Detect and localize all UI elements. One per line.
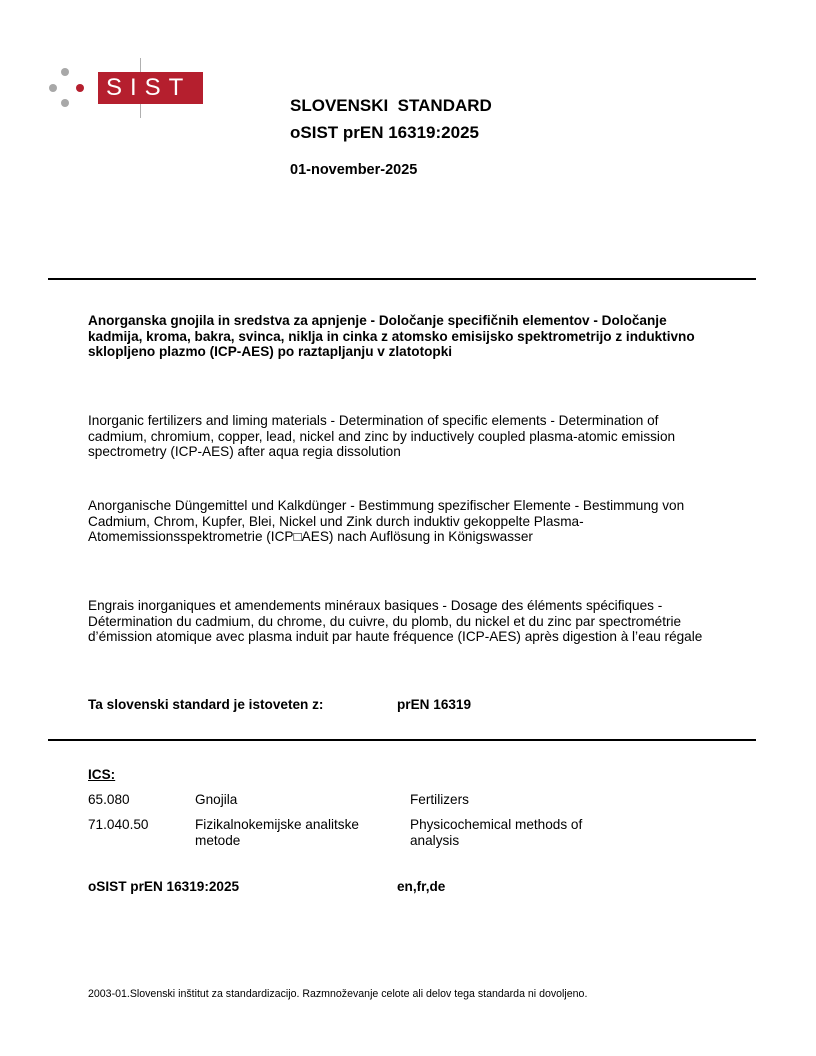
identity-label: Ta slovenski standard je istoveten z: bbox=[88, 697, 324, 712]
title-slovenian: Anorganska gnojila in sredstva za apnjenje - Določanje specifičnih elementov - Določanje kadmija, kroma, bakra, svinca, niklja in cinka z atomsko emisijsko spektrometrijo z induktivno sklopljeno plazmo (ICP-AES) po raztapljanju v zlatotopki bbox=[88, 313, 695, 360]
ics-slovenian: Gnojila bbox=[195, 792, 238, 807]
top-divider bbox=[48, 278, 756, 280]
logo-dot-left bbox=[49, 84, 57, 92]
standard-type: SLOVENSKI STANDARD bbox=[290, 96, 492, 115]
logo-wordmark: SIST bbox=[98, 72, 203, 104]
ics-english: Physicochemical methods of analysis bbox=[410, 817, 583, 848]
ics-slovenian: Fizikalnokemijske analitske metode bbox=[195, 817, 359, 848]
title-english: Inorganic fertilizers and liming materials - Determination of specific elements - Determination of cadmium, chromium, copper, lead, nickel and zinc by inductively coupled plasma-atomic emission spectrometry (ICP-AES) after aqua regia dissolution bbox=[88, 413, 676, 460]
ics-code: 65.080 bbox=[88, 792, 130, 807]
logo-dot-top bbox=[61, 68, 69, 76]
ics-code: 71.040.50 bbox=[88, 817, 149, 832]
document-languages: en,fr,de bbox=[397, 879, 446, 894]
logo-dot-bottom bbox=[61, 99, 69, 107]
ics-english: Fertilizers bbox=[410, 792, 469, 807]
ics-heading: ICS: bbox=[88, 767, 116, 782]
standard-number: oSIST prEN 16319:2025 bbox=[290, 123, 479, 142]
document-code: oSIST prEN 16319:2025 bbox=[88, 879, 240, 894]
identity-value: prEN 16319 bbox=[397, 697, 472, 712]
copyright-footer: 2003-01.Slovenski inštitut za standardizacijo. Razmnoževanje celote ali delov tega standarda ni dovoljeno. bbox=[88, 988, 588, 1000]
title-french: Engrais inorganiques et amendements minéraux basiques - Dosage des éléments spécifiques - Détermination du cadmium, du chrome, du cuivre, du plomb, du nickel et du zinc par spectrométrie d’émission atomique avec plasma induit par haute fréquence (ICP-AES) après digestion à l’eau régale bbox=[88, 598, 703, 645]
bottom-divider bbox=[48, 739, 756, 741]
publication-date: 01-november-2025 bbox=[290, 162, 418, 178]
title-german: Anorganische Düngemittel und Kalkdünger - Bestimmung spezifischer Elemente - Bestimmung von Cadmium, Chrom, Kupfer, Blei, Nickel und Zink durch induktiv gekoppelte Plasma-Atomemissionsspektrometrie (ICP□AES) nach Auflösung in Königswasser bbox=[88, 498, 685, 545]
logo-dot-red bbox=[76, 84, 84, 92]
